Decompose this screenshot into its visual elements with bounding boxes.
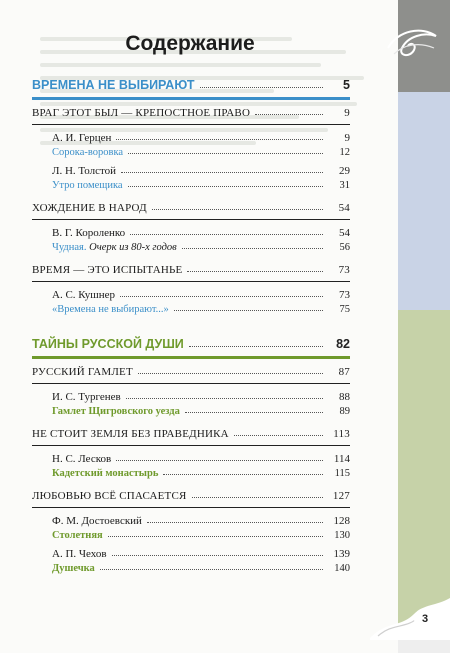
work-entry-label: Сорока-воровка xyxy=(52,147,124,158)
author-entry-label: Ф. М. Достоевский xyxy=(52,515,142,527)
part-heading[interactable] xyxy=(32,337,350,351)
work-entry[interactable] xyxy=(52,468,350,479)
author-entry-page: 139 xyxy=(333,548,350,560)
dot-leader xyxy=(138,373,323,374)
work-entry[interactable] xyxy=(52,563,350,574)
author-entry-label: Л. Н. Толстой xyxy=(52,165,117,177)
author-entry-page: 73 xyxy=(339,289,350,301)
author-entry-page: 128 xyxy=(333,515,350,527)
author-entry-page: 9 xyxy=(344,132,350,144)
side-band-blue xyxy=(398,92,450,310)
section-heading-label: ВРАГ ЭТОТ БЫЛ — КРЕПОСТНОЕ ПРАВО xyxy=(32,107,251,119)
dot-leader xyxy=(174,310,323,311)
author-entry[interactable] xyxy=(52,548,350,560)
work-entry[interactable] xyxy=(52,406,350,417)
work-entry-subtitle: Очерк из 80-х годов xyxy=(86,242,177,253)
author-entry[interactable] xyxy=(52,227,350,239)
work-entry-page: 75 xyxy=(339,304,350,315)
author-entry[interactable] xyxy=(52,391,350,403)
author-entry-page: 54 xyxy=(339,227,350,239)
page-title: Содержание xyxy=(125,32,255,55)
section-heading-page: 54 xyxy=(338,202,350,214)
author-entry-label: А. И. Герцен xyxy=(52,132,112,144)
dot-leader xyxy=(185,412,323,413)
section-heading-page: 113 xyxy=(333,428,350,440)
work-entry-page: 12 xyxy=(339,147,350,158)
author-entry-label: Н. С. Лесков xyxy=(52,453,112,465)
section-heading-label: ВРЕМЯ — ЭТО ИСПЫТАНЬЕ xyxy=(32,264,183,276)
work-entry-page: 31 xyxy=(339,180,350,191)
work-entry-label: Кадетский монастырь xyxy=(52,468,159,479)
dot-leader xyxy=(200,87,323,88)
section-heading[interactable] xyxy=(32,490,350,502)
work-entry-page: 56 xyxy=(339,242,350,253)
author-entry-label: А. П. Чехов xyxy=(52,548,107,560)
author-entry-page: 29 xyxy=(339,165,350,177)
work-entry-page: 140 xyxy=(334,563,350,574)
work-entry-label: Столетняя xyxy=(52,530,103,541)
dot-leader xyxy=(128,186,323,187)
work-entry-label: Чудная. Очерк из 80-х годов xyxy=(52,242,177,253)
part-heading-label: ТАЙНЫ РУССКОЙ ДУШИ xyxy=(32,337,184,351)
work-entry-label: Гамлет Щигровского уезда xyxy=(52,406,180,417)
work-entry-page: 115 xyxy=(334,468,350,479)
section-rule xyxy=(32,383,350,384)
work-entry-page: 130 xyxy=(334,530,350,541)
author-entry-label: В. Г. Короленко xyxy=(52,227,126,239)
author-entry[interactable] xyxy=(52,515,350,527)
section-heading-label: ХОЖДЕНИЕ В НАРОД xyxy=(32,202,147,214)
author-entry-page: 114 xyxy=(333,453,350,465)
part-heading-label: ВРЕМЕНА НЕ ВЫБИРАЮТ xyxy=(32,78,195,92)
work-entry[interactable] xyxy=(52,147,350,158)
section-heading[interactable] xyxy=(32,428,350,440)
section-heading-label: РУССКИЙ ГАМЛЕТ xyxy=(32,366,133,378)
part-heading-page: 82 xyxy=(336,337,350,351)
part-rule xyxy=(32,97,350,100)
section-rule xyxy=(32,507,350,508)
work-entry[interactable] xyxy=(52,180,350,191)
part-rule xyxy=(32,356,350,359)
dot-leader xyxy=(116,139,323,140)
dot-leader xyxy=(108,536,323,537)
section-heading-page: 9 xyxy=(344,107,350,119)
dot-leader xyxy=(182,248,323,249)
section-heading[interactable] xyxy=(32,107,350,119)
dot-leader xyxy=(120,296,323,297)
dot-leader xyxy=(112,555,323,556)
ornament-wave-icon xyxy=(370,580,450,640)
work-entry-page: 89 xyxy=(339,406,350,417)
author-entry[interactable] xyxy=(52,289,350,301)
part-heading[interactable] xyxy=(32,78,350,92)
dot-leader xyxy=(152,209,323,210)
dot-leader xyxy=(255,114,323,115)
section-heading[interactable] xyxy=(32,264,350,276)
section-heading[interactable] xyxy=(32,202,350,214)
part-heading-page: 5 xyxy=(343,78,350,92)
section-heading-page: 73 xyxy=(338,264,350,276)
work-entry[interactable] xyxy=(52,242,350,253)
dot-leader xyxy=(147,522,323,523)
section-rule xyxy=(32,219,350,220)
author-entry[interactable] xyxy=(52,132,350,144)
work-entry-label: «Времена не выбирают...» xyxy=(52,304,169,315)
dot-leader xyxy=(187,271,323,272)
section-heading[interactable] xyxy=(32,366,350,378)
work-entry[interactable] xyxy=(52,530,350,541)
dot-leader xyxy=(189,346,323,347)
ornament-swirl-icon xyxy=(384,18,442,62)
author-entry-label: И. С. Тургенев xyxy=(52,391,121,403)
dot-leader xyxy=(126,398,323,399)
dot-leader xyxy=(192,497,323,498)
work-entry-label: Утро помещика xyxy=(52,180,123,191)
section-heading-label: НЕ СТОИТ ЗЕМЛЯ БЕЗ ПРАВЕДНИКА xyxy=(32,428,229,440)
section-rule xyxy=(32,281,350,282)
dot-leader xyxy=(100,569,323,570)
section-heading-page: 127 xyxy=(332,490,350,502)
work-entry-label: Душечка xyxy=(52,563,95,574)
dot-leader xyxy=(121,172,323,173)
dot-leader xyxy=(234,435,323,436)
work-entry[interactable] xyxy=(52,304,350,315)
section-rule xyxy=(32,445,350,446)
page-number: 3 xyxy=(414,608,436,630)
dot-leader xyxy=(130,234,323,235)
section-heading-label: ЛЮБОВЬЮ ВСЁ СПАСАЕТСЯ xyxy=(32,490,187,502)
dot-leader xyxy=(163,474,323,475)
author-entry[interactable] xyxy=(52,165,350,177)
author-entry-label: А. С. Кушнер xyxy=(52,289,116,301)
author-entry-page: 88 xyxy=(339,391,350,403)
section-heading-page: 87 xyxy=(338,366,350,378)
dot-leader xyxy=(128,153,323,154)
section-rule xyxy=(32,124,350,125)
dot-leader xyxy=(116,460,323,461)
author-entry[interactable] xyxy=(52,453,350,465)
